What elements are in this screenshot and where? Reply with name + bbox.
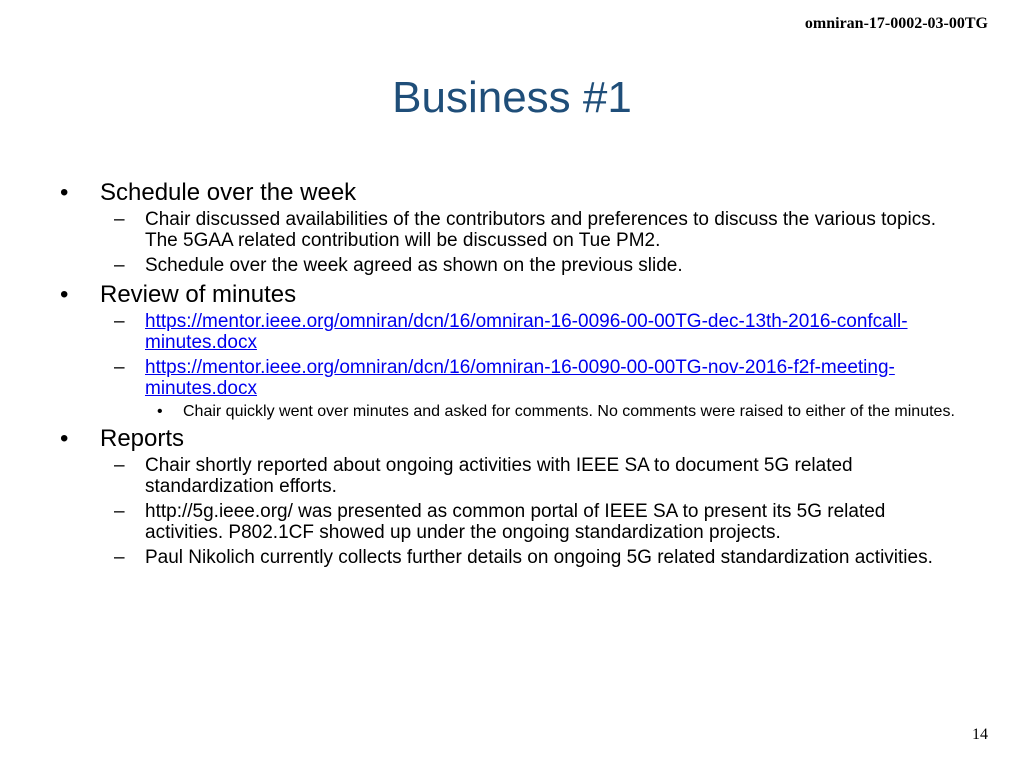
bullet-heading-minutes: Review of minutes <box>100 281 297 308</box>
minutes-link-dec-2016[interactable]: https://mentor.ieee.org/omniran/dcn/16/omniran-16-0096-00-00TG-dec-13th-2016-confcall-minutes.docx <box>145 311 908 353</box>
sub-bullet-minutes-link-1 <box>56 311 956 353</box>
sub-sub-bullet-text: Chair quickly went over minutes and asked for comments. No comments were raised to either of the minutes. <box>183 403 955 420</box>
dash-marker: – <box>114 357 125 378</box>
sub-bullet-text: Paul Nikolich currently collects further details on ongoing 5G related standardization activities. <box>145 547 933 568</box>
bullet-heading-schedule: Schedule over the week <box>100 179 357 206</box>
dash-marker: – <box>114 501 125 522</box>
sub-bullet-text: Chair discussed availabilities of the contributors and preferences to discuss the various topics. The 5GAA related contribution will be discussed on Tue PM2. <box>145 209 937 251</box>
dash-marker: – <box>114 455 125 476</box>
sub-bullet-text: http://5g.ieee.org/ was presented as common portal of IEEE SA to present its 5G related activities. P802.1CF showed up under the ongoing standardization projects. <box>145 501 886 543</box>
sub-bullet-schedule-2 <box>56 255 956 276</box>
sub-bullet-reports-1 <box>56 455 956 497</box>
dash-marker: – <box>114 255 125 276</box>
dash-marker: – <box>114 311 125 332</box>
bullet-marker: • <box>157 403 163 420</box>
sub-bullet-reports-2 <box>56 501 956 543</box>
dash-marker: – <box>114 547 125 568</box>
sub-bullet-text: Chair shortly reported about ongoing activities with IEEE SA to document 5G related standardization efforts. <box>145 455 853 497</box>
sub-bullet-schedule-1 <box>56 209 956 251</box>
bullet-heading-reports: Reports <box>100 425 185 452</box>
minutes-link-nov-2016[interactable]: https://mentor.ieee.org/omniran/dcn/16/omniran-16-0090-00-00TG-nov-2016-f2f-meeting-minutes.docx <box>145 357 895 399</box>
slide-title: Business #1 <box>392 73 632 122</box>
sub-bullet-reports-3 <box>56 547 956 568</box>
slide-body <box>56 178 956 572</box>
sub-bullet-minutes-link-2 <box>56 357 956 399</box>
page-number: 14 <box>972 726 988 743</box>
document-id: omniran-17-0002-03-00TG <box>804 15 988 32</box>
bullet-minutes <box>56 280 956 310</box>
sub-sub-bullet-minutes-note <box>56 403 956 421</box>
sub-bullet-text: Schedule over the week agreed as shown on the previous slide. <box>145 255 683 276</box>
bullet-reports <box>56 424 956 454</box>
dash-marker: – <box>114 209 125 230</box>
bullet-marker: • <box>60 281 69 308</box>
bullet-schedule <box>56 178 956 208</box>
bullet-marker: • <box>60 425 69 452</box>
bullet-marker: • <box>60 179 69 206</box>
